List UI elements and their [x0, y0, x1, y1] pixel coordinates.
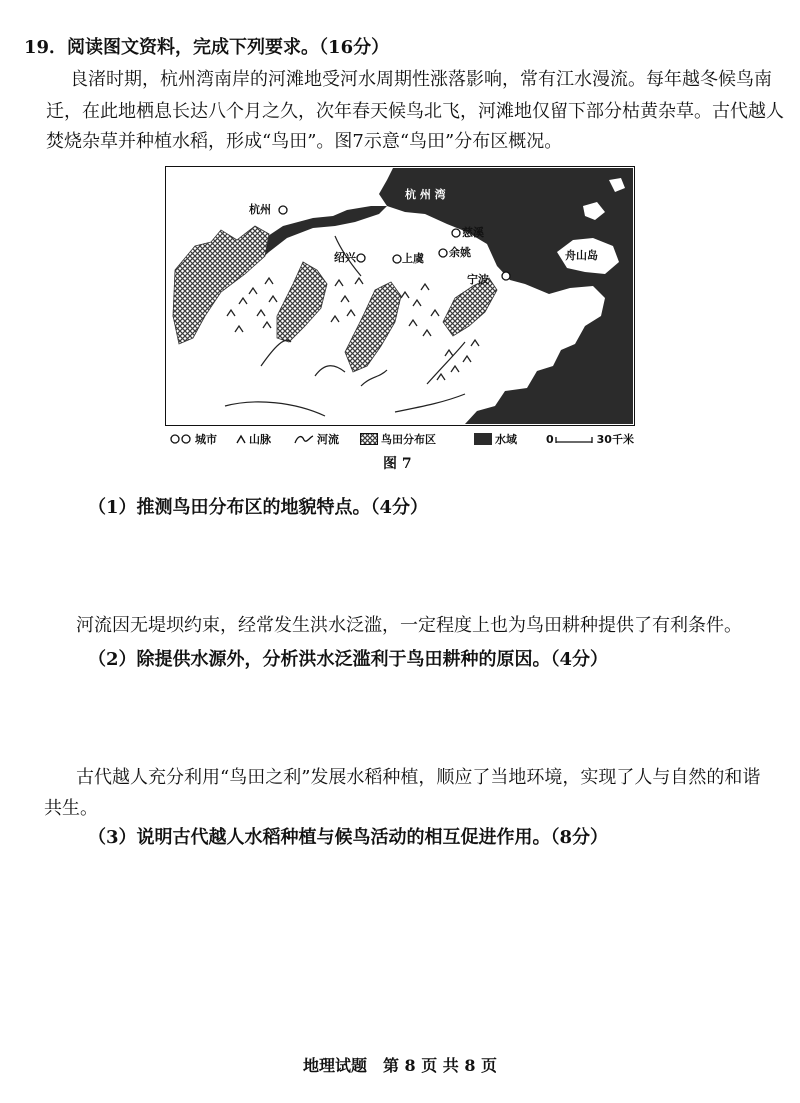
- bay-label: 杭 州 湾: [405, 188, 446, 201]
- map-legend: [170, 431, 640, 449]
- city-label-shangyu: 上虞: [402, 252, 424, 265]
- figure-caption: 图 7: [383, 456, 412, 472]
- intro-line-1: 良渚时期，杭州湾南岸的河滩地受河水周期性涨落影响，常有江水漫流。每年越冬候鸟南: [70, 69, 772, 90]
- city-label-cixi: 慈溪: [462, 226, 484, 239]
- scale-zero: 0: [546, 432, 554, 446]
- bird-field-map: [165, 166, 635, 426]
- legend-water: [474, 431, 517, 447]
- sub-question-1: （1）推测鸟田分布区的地貌特点。（4分）: [88, 497, 429, 518]
- legend-river: [294, 431, 339, 447]
- sub-question-2: （2）除提供水源外，分析洪水泛滥利于鸟田耕种的原因。（4分）: [88, 649, 609, 670]
- city-label-hangzhou: 杭州: [249, 203, 271, 216]
- context-text-q3-line1: 古代越人充分利用“鸟田之利”发展水稻种植，顺应了当地环境，实现了人与自然的和谐: [76, 767, 761, 788]
- city-label-ningbo: 宁波: [467, 273, 489, 286]
- context-text-q3-line2: 共生。: [44, 798, 98, 819]
- city-label-shaoxing: 绍兴: [334, 251, 356, 264]
- legend-scale: [546, 431, 634, 447]
- legend-bird-field: [360, 431, 436, 447]
- legend-water-label: 水域: [495, 433, 517, 446]
- legend-bird-field-label: 鸟田分布区: [381, 433, 436, 446]
- sub-question-3: （3）说明古代越人水稻种植与候鸟活动的相互促进作用。（8分）: [88, 827, 609, 848]
- intro-line-3: 焚烧杂草并种植水稻，形成“鸟田”。图7示意“鸟田”分布区概况。: [46, 131, 563, 152]
- legend-river-label: 河流: [317, 433, 339, 446]
- island-label-zhoushan: 舟山岛: [565, 249, 598, 262]
- legend-city: [170, 431, 217, 447]
- legend-city-label: 城市: [195, 433, 217, 446]
- hatch-symbol-icon: [360, 433, 378, 445]
- legend-mountain-label: 山脉: [249, 433, 271, 446]
- map-drawing: [165, 166, 635, 426]
- intro-line-2: 迁，在此地栖息长达八个月之久，次年春天候鸟北飞，河滩地仅留下部分枯黄杂草。古代越人: [46, 101, 784, 122]
- context-text-q2: 河流因无堤坝约束，经常发生洪水泛滥，一定程度上也为鸟田耕种提供了有利条件。: [76, 615, 742, 636]
- scale-bar-icon: [554, 433, 594, 445]
- water-symbol-icon: [474, 433, 492, 445]
- question-title: 19．阅读图文资料，完成下列要求。（16分）: [24, 37, 390, 58]
- mountain-symbol-icon: [236, 433, 246, 445]
- scale-value: 30千米: [596, 433, 634, 446]
- river-symbol-icon: [294, 433, 314, 445]
- page-footer: 地理试题 第 8 页 共 8 页: [302, 1056, 498, 1075]
- legend-mountain: [236, 431, 271, 447]
- city-symbol-icon: [170, 433, 192, 445]
- city-label-yuyao: 余姚: [449, 246, 471, 259]
